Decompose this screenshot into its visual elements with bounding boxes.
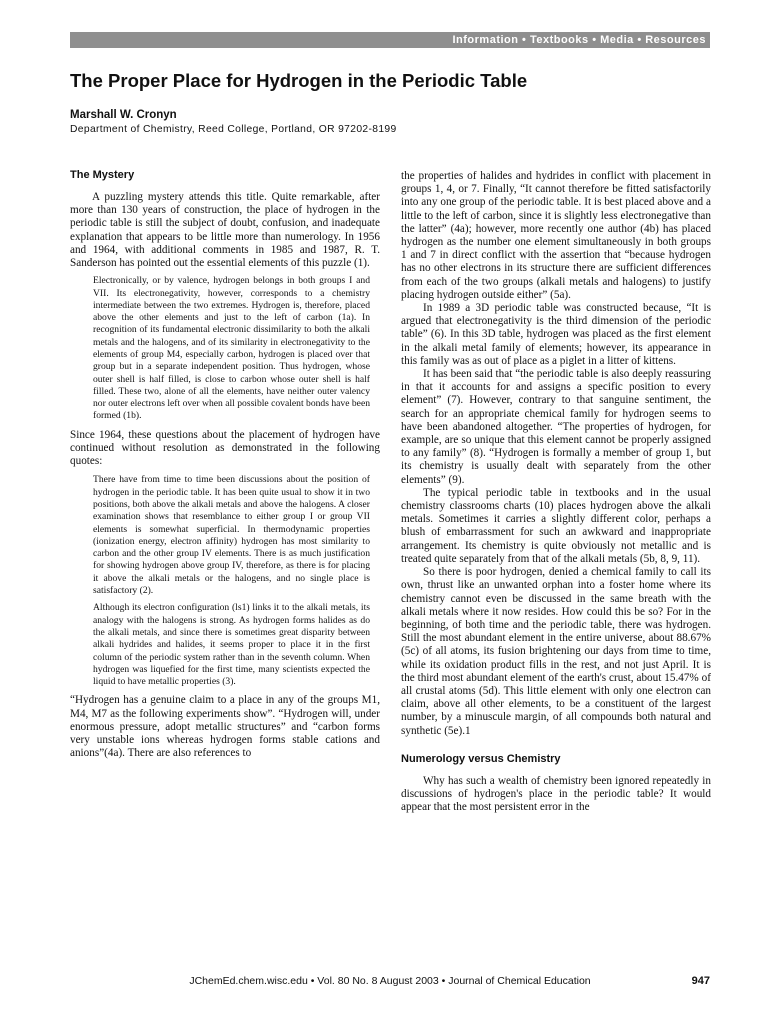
paragraph: the properties of halides and hydrides in conflict with placement in groups 1, 4, or 7. Finally, “It cannot therefore be fitted satisfactorily into any one group of the periodic table. It is best placed above and a little to the left of carbon, since it is slightly less electronegative than the latter” (4a); however, more recently one author (4b) has placed hydrogen as the number one element simultaneously in both groups 1 and 7 in direct conflict with the assertion that “because hydrogen has no other electrons in its structure there are sufficient differences from each of the two groups (alkali metals and halogens) to justify placing hydrogen outside either” (5a). xyxy=(401,170,711,301)
section-heading-mystery: The Mystery xyxy=(70,169,135,181)
paragraph: So there is poor hydrogen, denied a chemical family to call its own, thrust like an unwanted orphan into a foster home where its chemistry cannot even be discussed in the same breath with the alkali metals where it now resides. How could this be so? For in the beginning, of both time and the periodic table, there was hydrogen. Still the most abundant element in the entire universe, about 88.67% (5c) of all atoms, its fusion brightening our days from time to time, while its oxidation product fills in the rest, and not just April. It is the third most abundant element of the earth's crust, about 15.47% of all crustal atoms (5d). This little element with only one electron can claim, above all other elements, to be a constituent of the largest number, by a minuscule margin, of all compounds both natural and synthetic (5e).1 xyxy=(401,566,711,737)
left-column xyxy=(70,168,380,760)
paragraph: Since 1964, these questions about the placement of hydrogen have continued without resolution as demonstrated in the following quotes: xyxy=(70,428,380,468)
top-nav-bar: Information • Textbooks • Media • Resources xyxy=(70,32,710,48)
paragraph: In 1989 a 3D periodic table was constructed because, “It is argued that electronegativity is the third dimension of the periodic table” (6). In this 3D table, hydrogen was placed as the first element in the alkali metal family of elements; however, its appearance in this family was as out of place as a piglet in a litter of kittens. xyxy=(401,302,711,367)
article-title: The Proper Place for Hydrogen in the Periodic Table xyxy=(70,70,528,91)
paragraph: A puzzling mystery attends this title. Quite remarkable, after more than 130 years of construction, the place of hydrogen in the periodic table is still the subject of doubt, confusion, and inadequate explanation that appears to be little more than numerology. In 1956 and 1964, with additional comments in 1985 and 1987, R. T. Sanderson has pointed out the essential elements of this puzzle (1). xyxy=(70,191,380,270)
author-name: Marshall W. Cronyn xyxy=(70,109,177,121)
paragraph: Why has such a wealth of chemistry been ignored repeatedly in discussions of hydrogen's place in the periodic table? It would appear that the most persistent error in the xyxy=(401,774,711,814)
page-number: 947 xyxy=(691,975,710,987)
author-affiliation: Department of Chemistry, Reed College, Portland, OR 97202-8199 xyxy=(70,124,397,135)
paragraph: “Hydrogen has a genuine claim to a place in any of the groups M1, M4, M7 as the following experiments show”. “Hydrogen will, under enormous pressure, adopt metallic structures” and “carbon forms very unstable ions whereas hydrogen forms stable cations and anions”(4a). There are also references to xyxy=(70,694,380,760)
footer-citation: JChemEd.chem.wisc.edu • Vol. 80 No. 8 August 2003 • Journal of Chemical Education xyxy=(189,975,591,987)
block-quote: Although its electron configuration (ls1) links it to the alkali metals, its analogy with the halogens is strong. As hydrogen forms halides as do the alkali metals, and since there is sometimes great disparity between alkali hydrides and halides, it seems proper to place it in the first column of the periodic system rather than in the seventh column. When hydrogen was liquefied for the first time, many scientists expected the liquid to have metallic properties (3). xyxy=(93,602,370,688)
block-quote: There have from time to time been discussions about the position of hydrogen in the periodic table. It has been quite usual to show it in two positions, both above the alkali metals and above the halogens. A closer examination shows that resemblance to either group I or group VII elements is somewhat superficial. In thermodynamic properties (ionization energy, electron affinity) hydrogen has most similarity to carbon and the other group IV elements. There is as much justification for showing hydrogen above group IV, therefore, as there is for placing it above the alkali metals or the halogens, and no single place is satisfactory (2). xyxy=(93,474,370,597)
block-quote: Electronically, or by valence, hydrogen belongs in both groups I and VII. Its electronegativity, however, corresponds to a chemistry intermediate between the two extremes. Hydrogen is, therefore, placed above the other elements and just to the left of carbon (1a). In recognition of its fundamental electronic dissimilarity to both the alkali metals and the halogens, and of its similarity in electronegativity to the elements of group M4, especially carbon, hydrogen is placed over that group but in a separate independent position. Thus hydrogen, whose outer shell is half filled, is close to carbon whose outer shell is half filled. These two, alone of all the elements, have neither outer valency nor outer electrons left over when all possible covalent bonds have been formed (1b). xyxy=(93,275,370,422)
right-column xyxy=(401,170,711,814)
paragraph: It has been said that “the periodic table is also deeply reassuring in that it accounts for and assigns a specific position to every element” (7). However, contrary to that sanguine sentiment, the search for an appropriate chemical family for hydrogen seems to have been abandoned altogether. “The properties of hydrogen, for example, are so unique that this element cannot be properly assigned to any family” (8). “Hydrogen is formally a member of group 1, but its chemistry is usually dealt with separately from the other elements” (9). xyxy=(401,368,711,486)
page-footer xyxy=(70,975,710,987)
paragraph: The typical periodic table in textbooks and in the usual chemistry classrooms charts (10) places hydrogen above the alkali metals. Sometimes it carries a slightly different color, perhaps a blush of embarrassment for such an awkward and inappropriate arrangement. Its chemistry is quite obviously not metallic and is treated quite separately from that of the alkali metals (5b, 8, 9, 11). xyxy=(401,486,711,565)
section-heading-numerology: Numerology versus Chemistry xyxy=(401,752,561,765)
